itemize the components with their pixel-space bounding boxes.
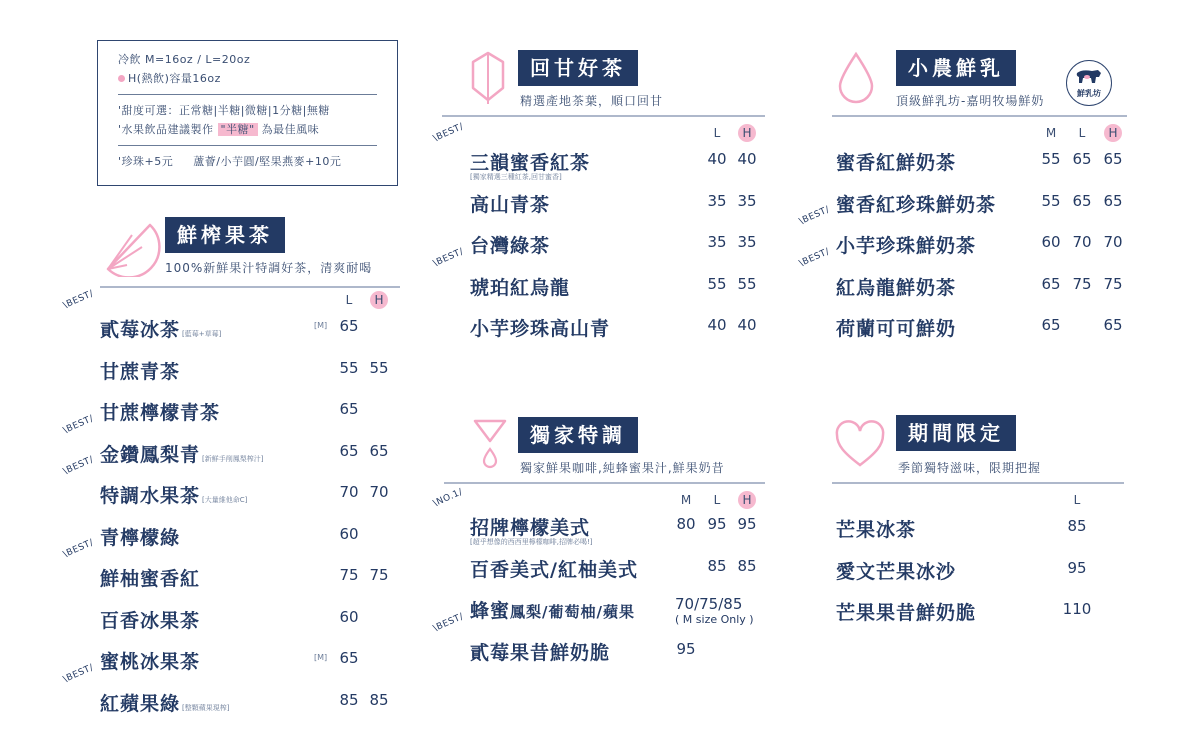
menu-item (100, 647, 400, 677)
menu-item (100, 606, 400, 636)
item-name: 甘蔗青茶 (100, 360, 181, 383)
price-l: 85 (339, 690, 359, 709)
item-note: [新鮮手削鳳梨榨汁] (202, 454, 264, 463)
section-subtitle: 季節獨特滋味，限期把握 (898, 461, 1042, 475)
item-name: 高山青茶 (470, 193, 551, 216)
section-divider (442, 115, 765, 117)
price-l: 40 (707, 316, 727, 334)
menu-item (836, 598, 1131, 628)
price-h: 55 (369, 358, 389, 377)
price-l: 65 (339, 441, 359, 460)
section-title: 小農鮮乳 (896, 50, 1016, 86)
menu-item (100, 357, 400, 387)
menu-item (836, 515, 1131, 545)
item-name: 百香美式/紅柚美式 (470, 558, 638, 581)
divider (118, 145, 377, 146)
section-divider (832, 115, 1127, 117)
section-divider (832, 482, 1124, 484)
item-name: 蜜香紅珍珠鮮奶茶 (836, 193, 997, 216)
item-name: 百香冰果茶 (100, 609, 201, 632)
tea-leaf-icon (470, 50, 506, 106)
price-l: 65 (1072, 150, 1092, 168)
best-badge: \BEST/ (61, 288, 96, 311)
menu-item (470, 190, 765, 220)
menu-item (836, 190, 1131, 220)
best-badge: \BEST/ (61, 537, 96, 560)
price-l: 65 (339, 649, 359, 667)
item-name: 台灣綠茶 (470, 235, 551, 257)
item-name: 鮮柚蜜香紅 (100, 568, 201, 590)
price-l: 35 (707, 233, 727, 251)
price-l: 55 (339, 358, 359, 377)
price-h: 95 (737, 515, 757, 533)
price-h: 70 (369, 483, 389, 501)
section-subtitle: 精選產地茶葉，順口回甘 (520, 94, 664, 108)
item-name: 愛文芒果冰沙 (836, 560, 957, 583)
multi-price: 70/75/85 ( M size Only ) (675, 595, 754, 626)
hot-column-badge: H (738, 491, 756, 509)
dairy-logo: 鮮乳坊 (1066, 60, 1112, 106)
item-name: 青檸檬綠 (100, 526, 181, 549)
section-fresh-milk (797, 48, 1131, 348)
section-divider (100, 286, 400, 288)
size-info: 冷飲 M=16oz / L=20oz (118, 53, 251, 66)
item-name: 小芋珍珠鮮奶茶 (836, 235, 977, 257)
price-l: 85 (707, 556, 727, 575)
section-tea (431, 48, 765, 348)
price-m: 95 (676, 639, 696, 658)
menu-item (100, 523, 400, 553)
sweetness-info: '甜度可選：正常糖|半糖|微糖|1分糖|無糖 (118, 104, 330, 117)
price-h: 65 (1103, 316, 1123, 334)
section-title: 期間限定 (896, 415, 1016, 451)
price-h: 65 (1103, 150, 1123, 168)
price-h: 65 (1103, 191, 1123, 210)
section-divider (444, 482, 765, 484)
menu-item (836, 314, 1131, 344)
price-l: 65 (1072, 191, 1092, 210)
item-name: 貳莓果昔鮮奶脆 (470, 641, 611, 664)
item-name: 紅蘋果綠 [整顆蘋果現榨] (100, 692, 230, 715)
section-subtitle: 頂級鮮乳坊-嘉明牧場鮮奶 (896, 94, 1045, 108)
item-name: 芒果冰茶 (836, 519, 917, 541)
section-title: 鮮榨果茶 (165, 217, 285, 253)
price-m: 55 (1041, 191, 1061, 210)
size-tag: [M] (314, 321, 328, 330)
item-note: [獨家精選三種紅茶,回甘蜜香] (470, 173, 562, 181)
info-box (97, 40, 398, 186)
item-name: 金鑽鳳梨青 [新鮮手削鳳梨榨汁] (100, 443, 264, 466)
item-name: 紅烏龍鮮奶茶 (836, 276, 957, 299)
item-name: 甘蔗檸檬青茶 (100, 402, 221, 424)
best-badge: \BEST/ (431, 611, 466, 634)
best-badge: \BEST/ (797, 246, 832, 269)
hot-column-badge: H (370, 291, 388, 309)
item-name: 小芋珍珠高山青 (470, 318, 611, 340)
menu-item (470, 314, 765, 344)
price-l: 75 (339, 566, 359, 584)
price-h: 85 (737, 556, 757, 575)
item-note: [整顆蘋果現榨] (182, 703, 230, 712)
hot-size-info: H(熱飲)容量16oz (118, 69, 385, 88)
item-name: 三韻蜜香紅茶 (470, 152, 591, 174)
heart-icon (834, 419, 886, 469)
price-l: 65 (339, 400, 359, 418)
menu-item (470, 555, 765, 585)
menu-item (470, 596, 765, 626)
price-l: 55 (707, 274, 727, 293)
size-tag: [M] (314, 653, 328, 662)
item-name: 特調水果茶 [大量維他命C] (100, 485, 248, 507)
price-l: 65 (339, 317, 359, 335)
price-h: 40 (737, 150, 757, 168)
item-name: 蜜香紅鮮奶茶 (836, 152, 957, 174)
item-name: 貳莓冰茶 [藍莓+草莓] (100, 319, 222, 341)
price-l: 95 (1067, 558, 1087, 577)
price-l: 85 (1067, 517, 1087, 535)
item-name: 荷蘭可可鮮奶 (836, 318, 957, 340)
price-h: 35 (737, 233, 757, 251)
price-h: 75 (369, 566, 389, 584)
hot-dot-icon (118, 75, 125, 82)
column-header: L H (100, 293, 400, 311)
best-badge: \NO.1/ (431, 487, 465, 509)
price-l: 110 (1062, 600, 1092, 618)
price-l: 40 (707, 150, 727, 168)
funnel-drop-icon (472, 417, 508, 473)
price-l: 60 (339, 524, 359, 543)
item-name: 芒果果昔鮮奶脆 (836, 602, 977, 624)
price-m: 55 (1041, 150, 1061, 168)
price-m: 60 (1041, 233, 1061, 251)
price-l: 95 (707, 515, 727, 533)
item-note: [大量維他命C] (202, 496, 248, 504)
price-m: 65 (1041, 316, 1061, 334)
section-subtitle: 獨家鮮果咖啡,純蜂蜜果汁,鮮果奶昔 (520, 461, 725, 475)
section-title: 獨家特調 (518, 417, 638, 453)
fruit-sugar-tip: '水果飲品建議製作 "半糖" 為最佳風味 (118, 123, 320, 136)
column-header: M L H (470, 493, 765, 511)
menu-item (470, 231, 765, 261)
price-l: 75 (1072, 274, 1092, 293)
best-badge: \BEST/ (797, 204, 832, 227)
price-h: 35 (737, 191, 757, 210)
price-h: 40 (737, 316, 757, 334)
cow-icon (1074, 67, 1104, 85)
lemon-slice-icon (102, 217, 162, 277)
section-subtitle: 100%新鮮果汁特調好茶，清爽耐喝 (165, 261, 373, 275)
price-m: 80 (676, 515, 696, 533)
best-badge: \BEST/ (61, 662, 96, 685)
hot-column-badge: H (738, 124, 756, 142)
item-note: [藍莓+草莓] (182, 330, 222, 338)
column-header: M L H (836, 126, 1131, 144)
menu-item (836, 557, 1131, 587)
milk-drop-icon (836, 50, 876, 106)
price-l: 60 (339, 607, 359, 626)
price-h: 70 (1103, 233, 1123, 251)
price-l: 70 (339, 483, 359, 501)
price-l: 35 (707, 191, 727, 210)
best-badge: \BEST/ (431, 246, 466, 269)
section-limited (836, 415, 1131, 635)
section-title: 回甘好茶 (518, 50, 638, 86)
price-l: 70 (1072, 233, 1092, 251)
menu-item (836, 148, 1131, 178)
price-m: 65 (1041, 274, 1061, 293)
best-badge: \BEST/ (431, 121, 466, 144)
price-h: 75 (1103, 274, 1123, 293)
item-name: 蜂蜜鳳梨/葡萄柚/蘋果 (470, 600, 635, 622)
item-name: 招牌檸檬美式 (470, 517, 591, 539)
item-note: [超乎想像的西西里檸檬咖啡,招牌必喝!] (470, 538, 593, 546)
half-sugar-highlight: "半糖" (218, 123, 258, 136)
item-name: 蜜桃冰果茶 (100, 651, 201, 673)
toppings-info: '珍珠+5元 蘆薈/小芋圓/堅果燕麥+10元 (118, 155, 342, 168)
section-special (431, 415, 765, 695)
divider (118, 94, 377, 95)
price-h: 85 (369, 690, 389, 709)
section-fresh-fruit-tea (61, 215, 400, 715)
item-name: 琥珀紅烏龍 (470, 276, 571, 299)
column-header: L (1073, 493, 1081, 507)
column-header: L H (470, 126, 765, 144)
best-badge: \BEST/ (61, 413, 96, 436)
price-h: 55 (737, 274, 757, 293)
hot-column-badge: H (1104, 124, 1122, 142)
price-h: 65 (369, 441, 389, 460)
best-badge: \BEST/ (61, 454, 96, 477)
menu-item (100, 398, 400, 428)
